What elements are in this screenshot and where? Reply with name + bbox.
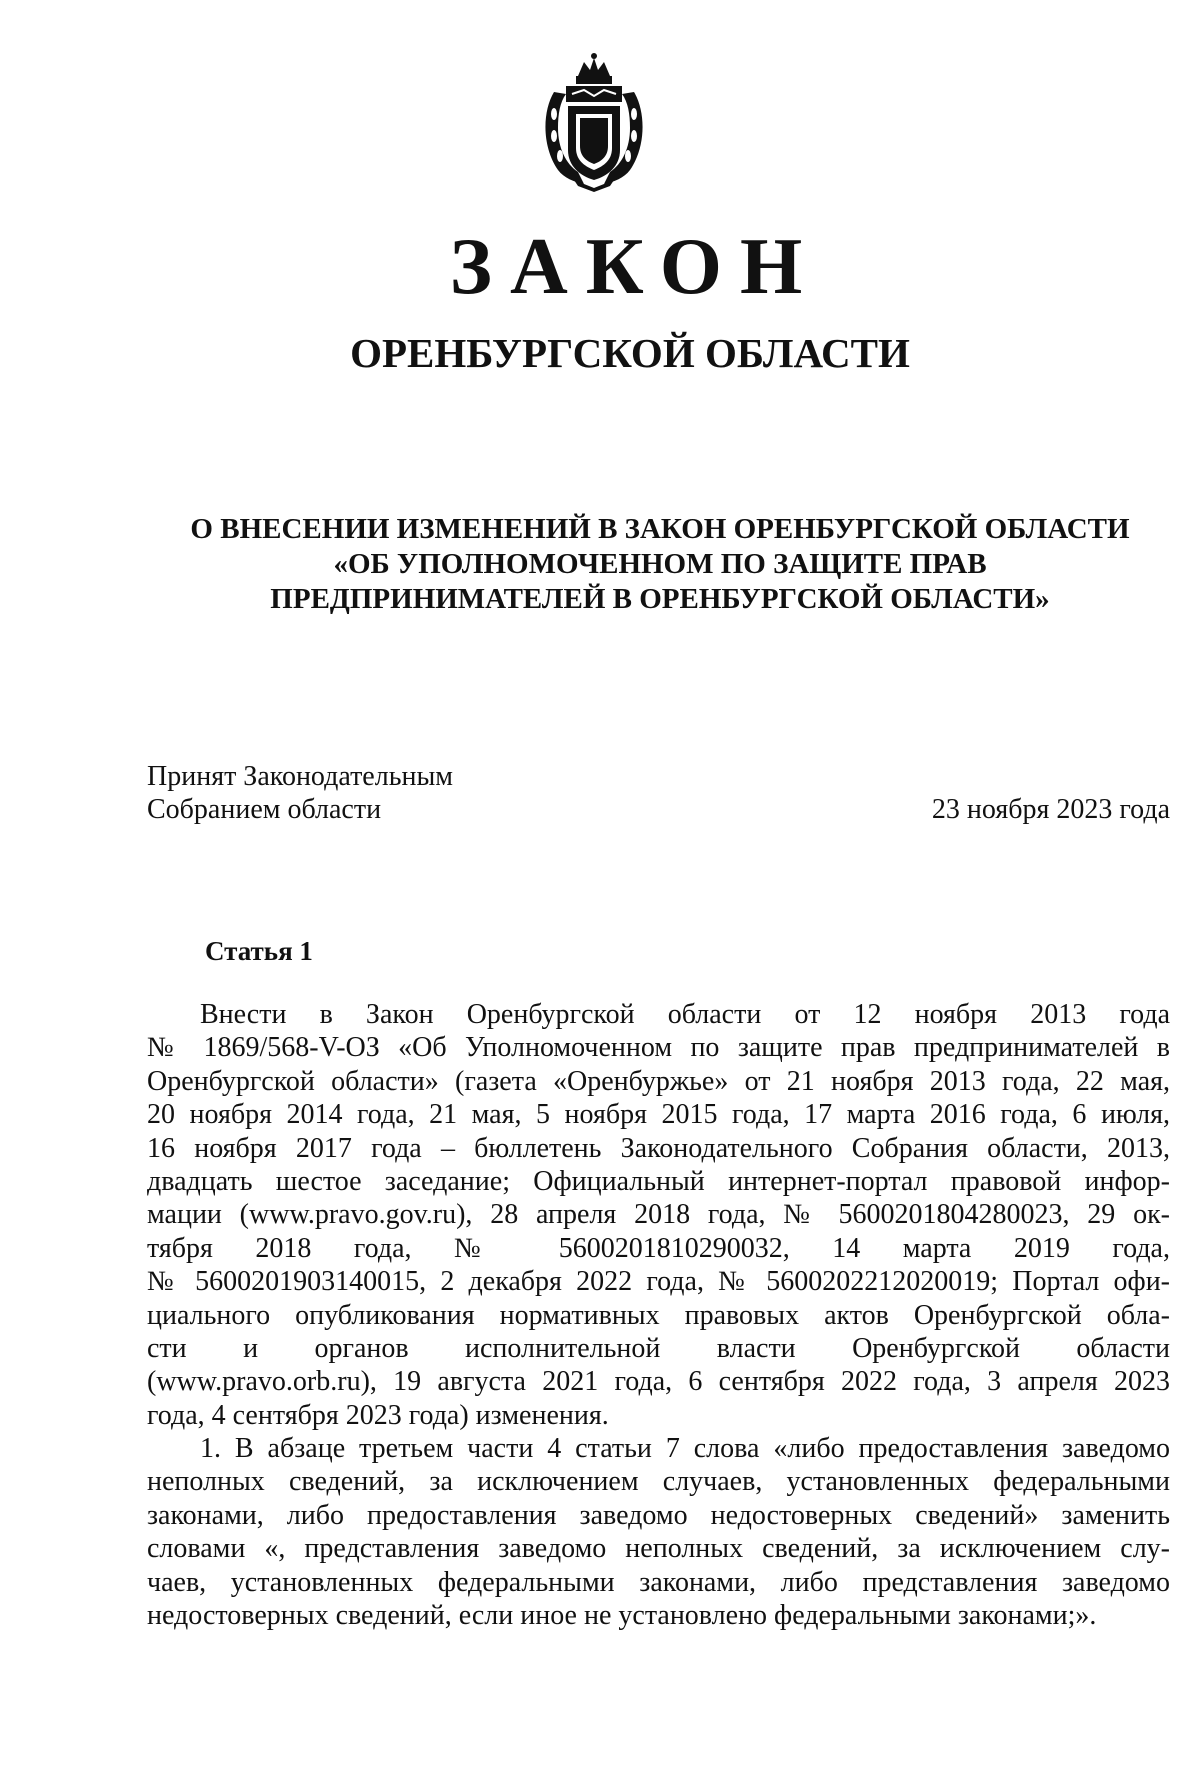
body-line: чаев, установленных федеральными законами, либо представления заведомо	[147, 1566, 1170, 1598]
body-line: 1. В абзаце третьем части 4 статьи 7 слова «либо предоставления заведомо	[200, 1433, 1170, 1465]
subject-line: О ВНЕСЕНИИ ИЗМЕНЕНИЙ В ЗАКОН ОРЕНБУРГСКОЙ ОБЛАСТИ	[190, 513, 1130, 545]
body-line: недостоверных сведений, если иное не установлено федеральными законами;».	[147, 1600, 1097, 1632]
body-line: № 5600201903140015, 2 декабря 2022 года, № 5600202212020019; Портал офи-	[147, 1266, 1170, 1298]
body-line: № 1869/568-V-ОЗ «Об Уполномоченном по защите прав предпринимателей в	[147, 1032, 1170, 1064]
body-line: 20 ноября 2014 года, 21 мая, 5 ноября 2015 года, 17 марта 2016 года, 6 июля,	[147, 1099, 1170, 1131]
adopted-by-line1: Принят Законодательным	[147, 761, 453, 792]
body-line: циального опубликования нормативных правовых актов Оренбургской обла-	[147, 1299, 1170, 1331]
body-line: года, 4 сентября 2023 года) изменения.	[147, 1399, 609, 1431]
body-line: сти и органов исполнительной власти Оренбургской области	[147, 1332, 1170, 1364]
body-line: словами «, представления заведомо неполных сведений, за исключением слу-	[147, 1533, 1170, 1565]
body-line: Оренбургской области» (газета «Оренбуржье» от 21 ноября 2013 года, 22 мая,	[147, 1065, 1170, 1097]
body-line: законами, либо предоставления заведомо недостоверных сведений» заменить	[147, 1499, 1170, 1531]
adoption-date: 23 ноября 2023 года	[931, 794, 1170, 825]
body-line: Внести в Закон Оренбургской области от 12 ноября 2013 года	[200, 999, 1170, 1030]
body-line: мации (www.pravo.gov.ru), 28 апреля 2018 года, № 5600201804280023, 29 ок-	[147, 1199, 1170, 1231]
coat-of-arms-emblem	[534, 52, 654, 192]
subject-line: «ОБ УПОЛНОМОЧЕННОМ ПО ЗАЩИТЕ ПРАВ	[333, 548, 987, 580]
adoption-block	[147, 760, 1170, 826]
region-title: ОРЕНБУРГСКОЙ ОБЛАСТИ	[350, 330, 910, 376]
law-title: ЗАКОН	[449, 223, 821, 311]
body-line: тября 2018 года, № 5600201810290032, 14 марта 2019 года,	[147, 1232, 1170, 1264]
law-subject	[150, 512, 1170, 617]
body-line: неполных сведений, за исключением случаев, установленных федеральными	[147, 1466, 1170, 1498]
article-body	[147, 998, 1170, 1632]
subject-line: ПРЕДПРИНИМАТЕЛЕЙ В ОРЕНБУРГСКОЙ ОБЛАСТИ»	[270, 583, 1050, 615]
adopted-by-line2: Собранием области	[147, 794, 382, 825]
body-line: (www.pravo.orb.ru), 19 августа 2021 года, 6 сентября 2022 года, 3 апреля 2023	[147, 1366, 1170, 1398]
body-line: 16 ноября 2017 года – бюллетень Законодательного Собрания области, 2013,	[147, 1132, 1170, 1164]
body-line: двадцать шестое заседание; Официальный интернет-портал правовой инфор-	[147, 1165, 1170, 1197]
article-heading: Статья 1	[205, 936, 313, 966]
